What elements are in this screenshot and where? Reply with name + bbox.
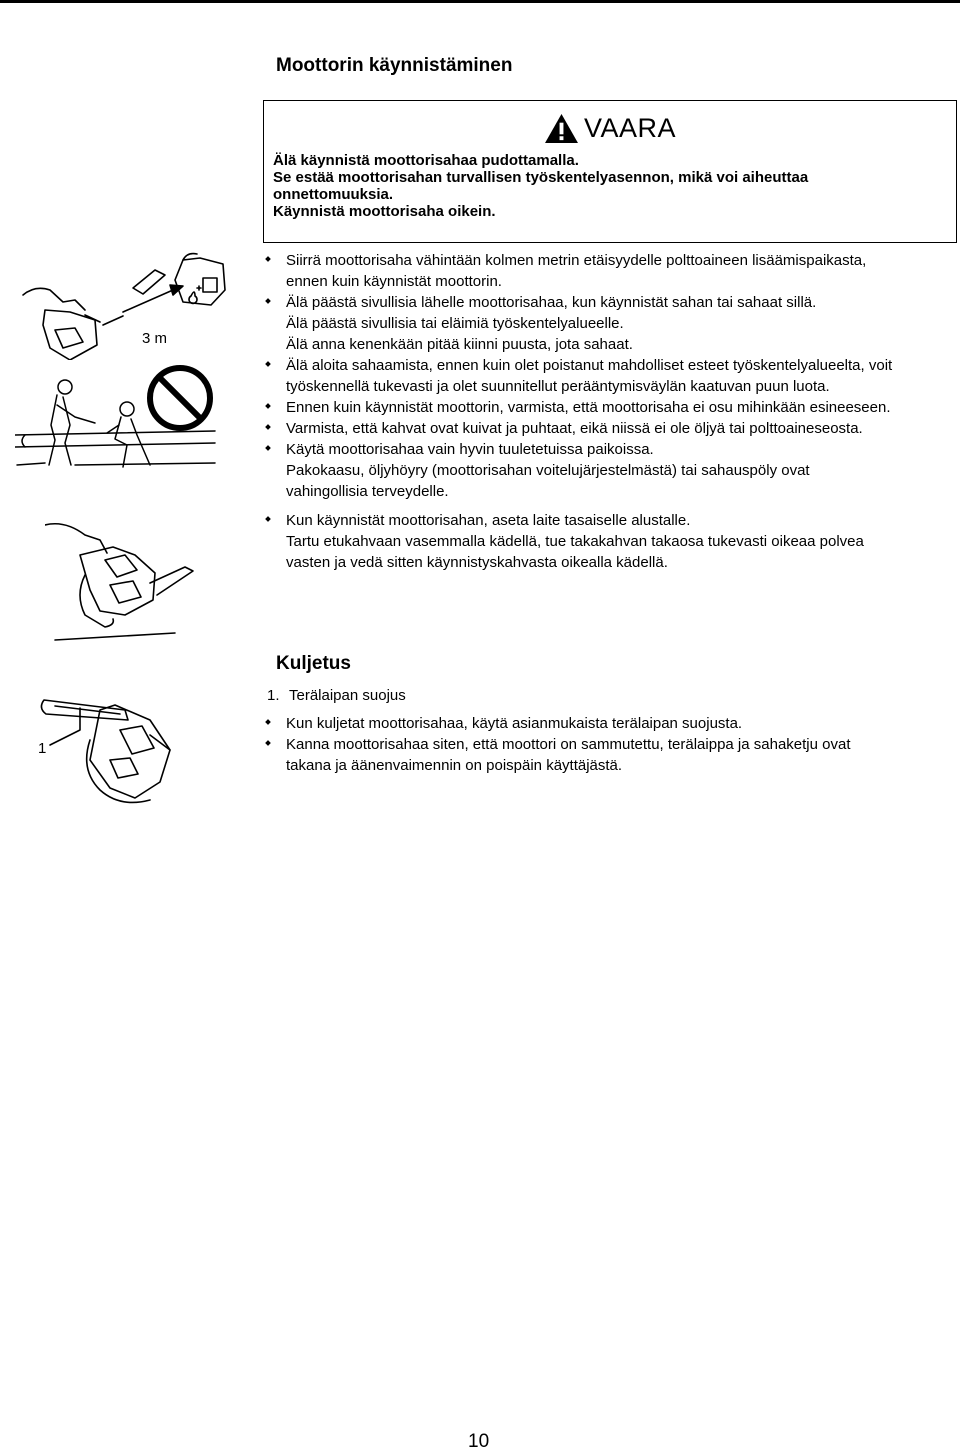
no-bystanders-illustration <box>15 365 230 475</box>
warning-heading <box>544 113 676 144</box>
bullet-diamond-icon <box>264 740 272 748</box>
bullet-diamond-icon <box>264 361 272 369</box>
chainsaw-starting-illustration <box>45 515 195 645</box>
chainsaw-cover-illustration <box>30 690 195 810</box>
warning-text <box>273 152 808 220</box>
transport-bullet-list <box>264 713 851 776</box>
bullet-diamond-icon <box>264 516 272 524</box>
top-rule <box>0 0 960 3</box>
item-number: 1. <box>267 687 280 704</box>
figure-no-bystanders <box>15 365 230 475</box>
bullet-diamond-icon <box>264 256 272 264</box>
list-item: Kun kuljetat moottorisahaa, käytä asianmukaista terälaipan suojusta. <box>264 713 851 734</box>
list-item: Siirrä moottorisaha vähintään kolmen metrin etäisyydelle polttoaineen lisäämispaikasta, ennen kuin käynnistät moottorin. <box>264 250 892 292</box>
distance-label: 3 m <box>142 330 168 347</box>
warning-line: Käynnistä moottorisaha oikein. <box>273 203 496 220</box>
numbered-item <box>267 687 406 704</box>
list-item: Käytä moottorisahaa vain hyvin tuuletetuissa paikoissa. Pakokaasu, öljyhöyry (moottorisahan voitelujärjestelmästä) tai sahauspöly ovat vahingollisia terveydelle. <box>264 439 892 502</box>
callout-number: 1 <box>38 740 47 757</box>
bullet-diamond-icon <box>264 298 272 306</box>
warning-box <box>263 100 957 243</box>
list-item: Älä aloita sahaamista, ennen kuin olet poistanut mahdolliset esteet työskentelyalueelta, voit työskennellä tukevasti ja olet suunnitellut perääntymisväylän kaatuvan puun luota. <box>264 355 892 397</box>
starting-procedure-list <box>264 510 864 573</box>
list-item: Varmista, että kahvat ovat kuivat ja puhtaat, eikä niissä ei ole öljyä tai polttoaineseosta. <box>264 418 892 439</box>
warning-line: Älä käynnistä moottorisahaa pudottamalla. <box>273 152 579 169</box>
warning-triangle-icon <box>544 113 579 144</box>
list-item: Kanna moottorisahaa siten, että moottori on sammutettu, terälaippa ja sahaketju ovat takana ja äänenvaimennin on poispäin käyttäjästä. <box>264 734 851 776</box>
section-title-transport: Kuljetus <box>276 653 351 674</box>
bullet-diamond-icon <box>264 445 272 453</box>
list-item: Ennen kuin käynnistät moottorin, varmista, että moottorisaha ei osu mihinkään esineeseen. <box>264 397 892 418</box>
list-item: Älä päästä sivullisia lähelle moottorisahaa, kun käynnistät sahan tai sahaat sillä. Älä päästä sivullisia tai eläimiä työskentelyalueelle. Älä anna kenenkään pitää kiinni puusta, jota sahaat. <box>264 292 892 355</box>
bullet-diamond-icon <box>264 403 272 411</box>
warning-heading-text: VAARA <box>584 113 677 143</box>
bullet-diamond-icon <box>264 424 272 432</box>
safety-bullet-list <box>264 250 892 502</box>
section-title-starting: Moottorin käynnistäminen <box>276 55 513 76</box>
item-text: Terälaipan suojus <box>289 687 406 704</box>
list-item: Kun käynnistät moottorisahan, aseta laite tasaiselle alustalle. Tartu etukahvaan vasemmalla kädellä, tue takakahvan takaosa tukevasti oikeaa polvea vasten ja vedä sitten käynnistyskahvasta oikealla kädellä. <box>264 510 864 573</box>
figure-starting-posture <box>45 515 195 645</box>
figure-refuel-distance <box>15 250 235 360</box>
warning-line: Se estää moottorisahan turvallisen työskentelyasennon, mikä voi aiheuttaa <box>273 169 809 186</box>
bullet-diamond-icon <box>264 719 272 727</box>
warning-line: onnettomuuksia. <box>273 186 394 203</box>
chainsaw-refuel-illustration <box>15 250 235 360</box>
page-number: 10 <box>468 1431 490 1452</box>
figure-guide-bar-cover <box>30 690 195 810</box>
